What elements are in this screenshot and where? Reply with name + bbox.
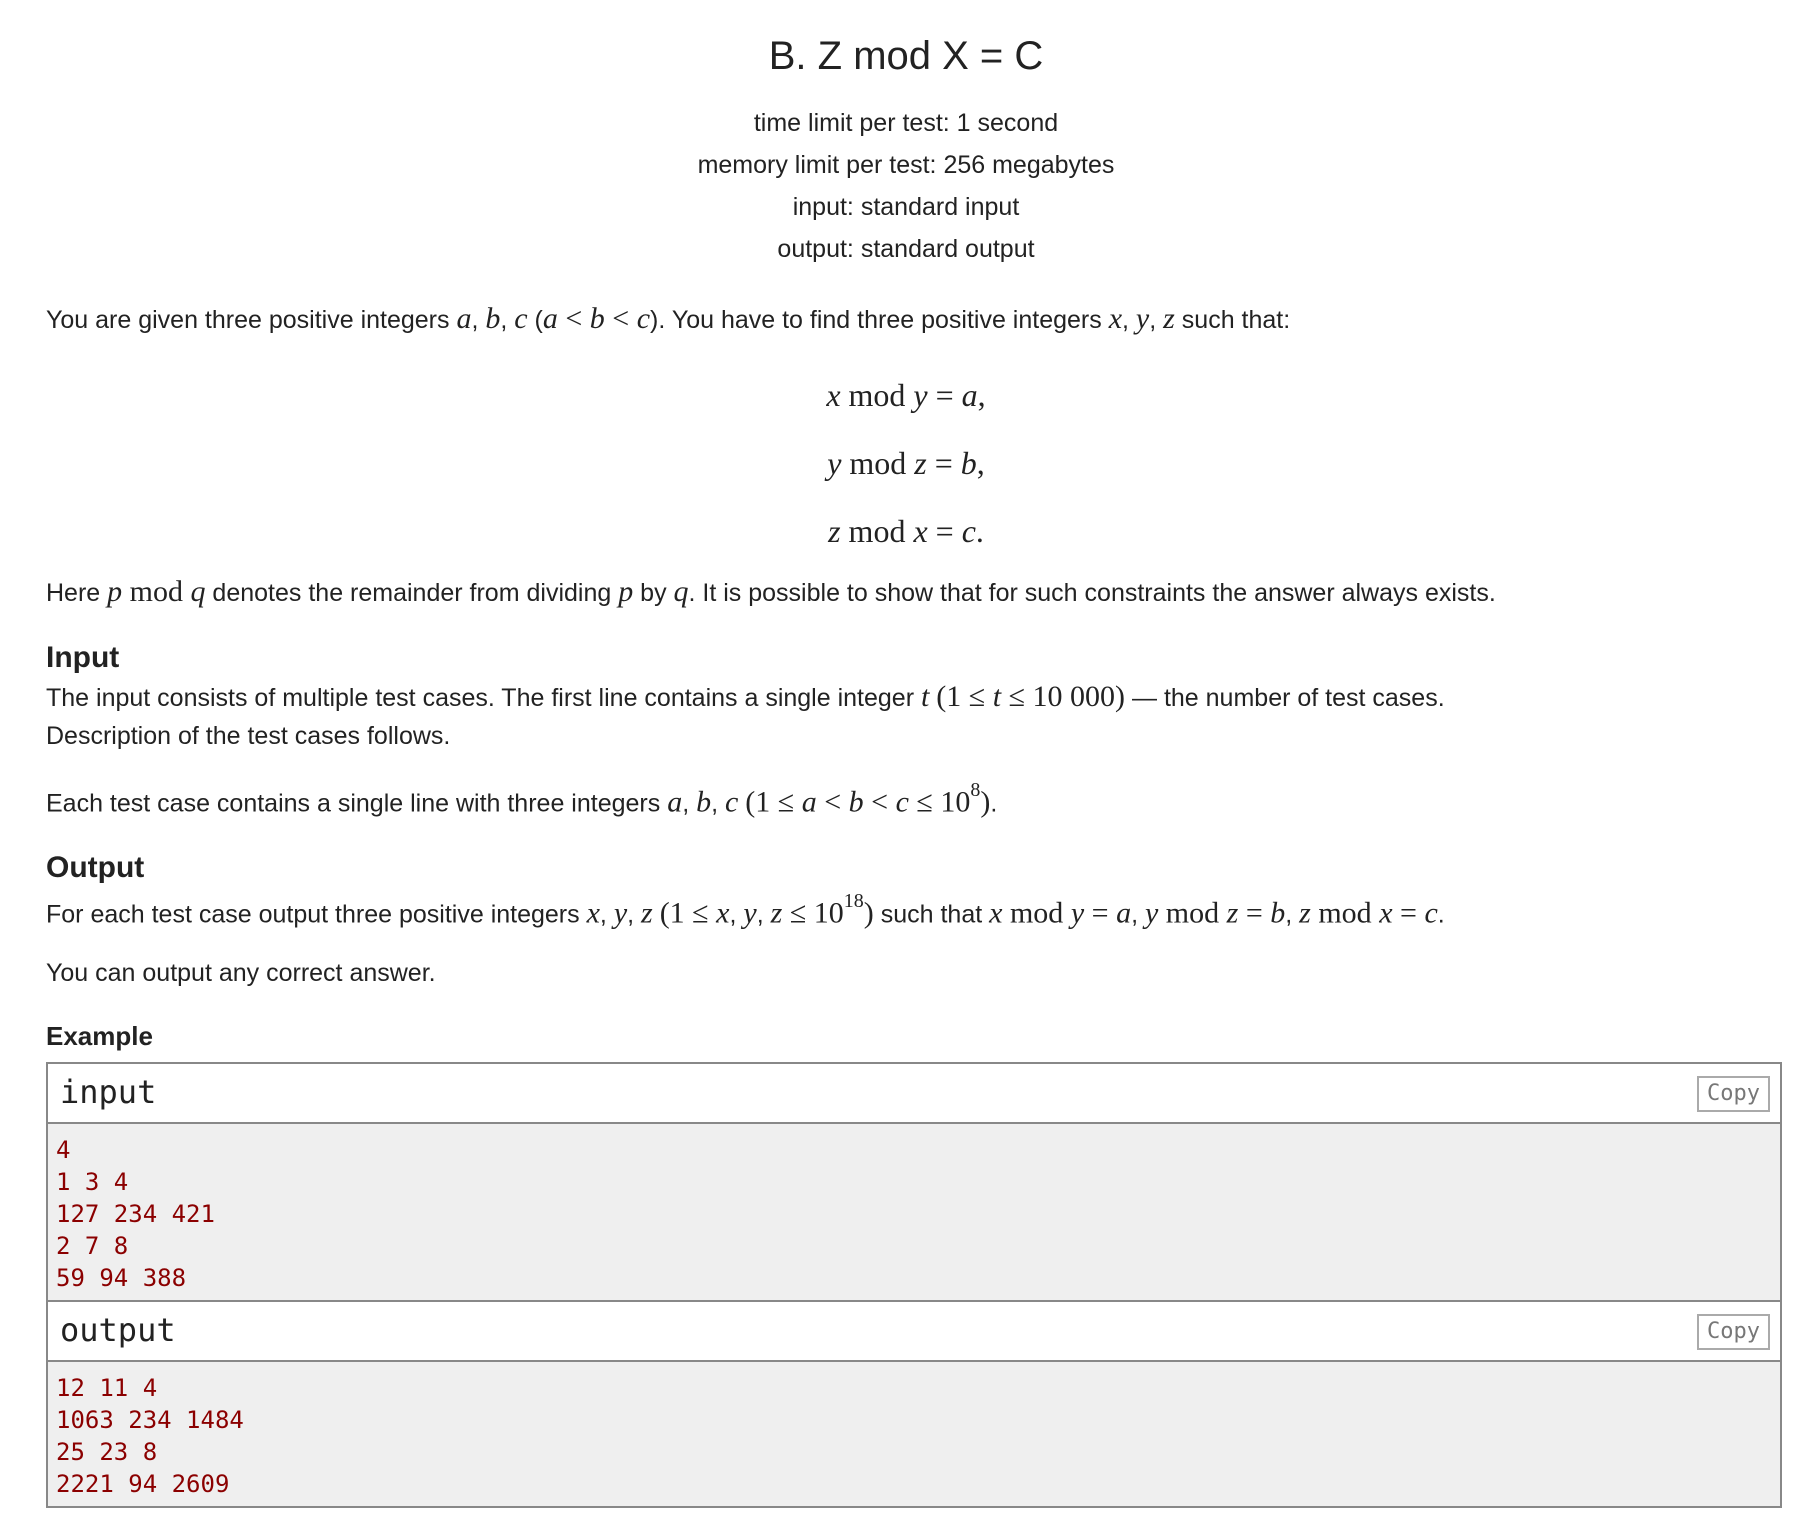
equation-1: x mod y = a, — [826, 377, 986, 413]
time-limit: time limit per test: 1 second — [753, 109, 1059, 137]
statement-paragraph-2: Here p mod q denotes the remainder from dividing p by q. It is possible to show that for such constraints the answer always exists. — [46, 575, 1496, 608]
problem-header — [46, 30, 1766, 270]
example-input-label: input — [60, 1072, 157, 1111]
output-line: 2221 94 2609 — [56, 1469, 230, 1498]
output-spec: output: standard output — [777, 235, 1035, 263]
output-line: 25 23 8 — [56, 1437, 158, 1466]
output-paragraph-1: For each test case output three positive integers x, y, z (1 ≤ x, y, $z \le 10^{18}$) such that x mod y = a, y mod z = b, z mod x = c. — [46, 890, 1445, 930]
input-line: 127 234 421 — [56, 1199, 215, 1228]
copy-input-button[interactable]: Copy — [1697, 1076, 1770, 1112]
copy-output-button[interactable]: Copy — [1697, 1314, 1770, 1350]
output-line: 1063 234 1484 — [56, 1405, 244, 1434]
output-section-title: Output — [46, 851, 145, 885]
problem-page — [46, 30, 1766, 1508]
input-line: 4 — [56, 1135, 71, 1164]
statement-paragraph-1: You are given three positive integers a, b, c (a < b < c). You have to find three positive integers x, y, z such that: — [46, 302, 1291, 335]
equation-block — [46, 361, 1766, 565]
input-section-title: Input — [46, 641, 120, 674]
problem-title: B. Z mod X = C — [768, 34, 1044, 78]
example-box — [46, 1062, 1782, 1508]
example-input-header — [48, 1064, 1780, 1124]
input-paragraph-1: The input consists of multiple test cases. The first line contains a single integer t (1 ≤ t ≤ 10 000) — the number of test cases. Description of the test cases follows. — [46, 680, 1445, 750]
example-output-body[interactable] — [48, 1362, 1780, 1506]
example-output-label: output — [60, 1310, 176, 1349]
input-line: 59 94 388 — [56, 1263, 187, 1292]
input-spec: input: standard input — [792, 193, 1020, 221]
example-title: Example — [46, 1020, 153, 1051]
example-input-body[interactable] — [48, 1124, 1780, 1302]
input-line: 1 3 4 — [56, 1167, 129, 1196]
memory-limit: memory limit per test: 256 megabytes — [697, 151, 1115, 179]
example-output-header — [48, 1302, 1780, 1362]
equation-2: y mod z = b, — [827, 445, 985, 481]
output-line: 12 11 4 — [56, 1373, 158, 1402]
output-paragraph-2: You can output any correct answer. — [46, 958, 436, 987]
input-paragraph-2: Each test case contains a single line with three integers a, b, c $(1 \le a < b < c \le 10^8)$. — [46, 779, 998, 819]
input-line: 2 7 8 — [56, 1231, 129, 1260]
equation-3: z mod x = c. — [828, 513, 984, 549]
